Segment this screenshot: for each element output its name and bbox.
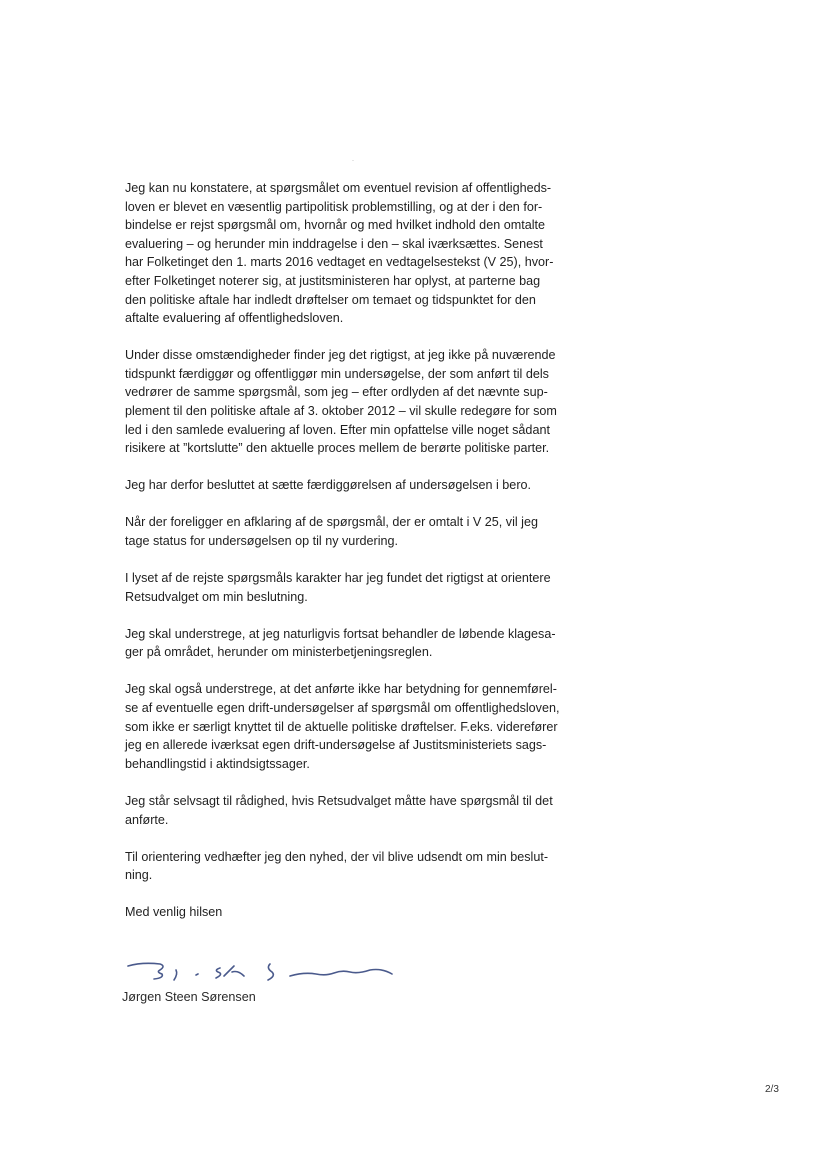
text-line: risikere at ”kortslutte” den aktuelle proces mellem de berørte politiske parter. (125, 441, 550, 456)
text-line: ger på området, herunder om ministerbetjeningsreglen. (125, 645, 433, 660)
text-line: anførte. (125, 812, 169, 827)
page-number: 2/3 (765, 1084, 779, 1095)
text-line: den politiske aftale har indledt drøftelser om temaet og tidspunktet for den (125, 292, 536, 307)
paragraph-list (125, 179, 595, 885)
paragraph (125, 625, 595, 662)
paragraph (125, 476, 595, 495)
text-line: se af eventuelle egen drift-undersøgelser af spørgsmål om offentlighedsloven, (125, 701, 560, 716)
text-line: behandlingstid i aktindsigtssager. (125, 756, 310, 771)
text-line: plement til den politiske aftale af 3. oktober 2012 – vil skulle redegøre for som (125, 404, 557, 419)
paragraph (125, 848, 595, 885)
closing-salutation: Med venlig hilsen (125, 905, 223, 920)
text-line: Jeg skal understrege, at jeg naturligvis fortsat behandler de løbende klagesa- (125, 626, 556, 641)
text-line: I lyset af de rejste spørgsmåls karakter har jeg fundet det rigtigst at orientere (125, 571, 551, 586)
signer-name: Jørgen Steen Sørensen (122, 990, 256, 1004)
text-line: efter Folketinget noterer sig, at justitsministeren har oplyst, at parterne bag (125, 273, 541, 288)
paragraph (125, 346, 595, 458)
text-line: har Folketinget den 1. marts 2016 vedtaget en vedtagelsestekst (V 25), hvor- (125, 255, 554, 270)
paragraph (125, 569, 595, 606)
text-line: bindelse er rejst spørgsmål om, hvornår og med hvilket indhold den omtalte (125, 218, 545, 233)
text-line: Til orientering vedhæfter jeg den nyhed, der vil blive udsendt om min beslut- (125, 849, 549, 864)
text-line: Jeg kan nu konstatere, at spørgsmålet om eventuel revision af offentligheds- (125, 181, 552, 195)
text-line: led i den samlede evaluering af loven. Efter min opfattelse ville noget sådant (125, 422, 550, 437)
text-line: ning. (125, 868, 153, 883)
scan-mark (352, 160, 354, 161)
text-line: tage status for undersøgelsen op til ny vurdering. (125, 534, 399, 548)
text-line: tidspunkt færdiggør og offentliggør min undersøgelse, der som anført til dels (125, 366, 549, 381)
text-line: Når der foreligger en afklaring af de spørgsmål, der er omtalt i V 25, vil jeg (125, 515, 538, 530)
text-line: evaluering – og herunder min inddragelse i den – skal iværksættes. Senest (125, 236, 543, 251)
text-line: Jeg står selvsagt til rådighed, hvis Retsudvalget måtte have spørgsmål til det (125, 793, 553, 808)
text-line: Retsudvalget om min beslutning. (125, 589, 308, 604)
text-line: vedrører de samme spørgsmål, som jeg – efter ordlyden af det nævnte sup- (125, 385, 548, 400)
letter-body (125, 179, 595, 922)
text-line: som ikke er særligt knyttet til de aktuelle politiske drøftelser. F.eks. viderefører (125, 719, 558, 734)
text-line: aftalte evaluering af offentlighedsloven. (125, 311, 344, 326)
paragraph (125, 680, 595, 773)
handwritten-signature (120, 948, 410, 992)
signature-image (120, 948, 410, 992)
text-line: jeg en allerede iværksat egen drift-undersøgelse af Justitsministeriets sags- (125, 738, 547, 753)
paragraph (125, 792, 595, 829)
text-line: Under disse omstændigheder finder jeg det rigtigst, at jeg ikke på nuværende (125, 348, 556, 363)
paragraph (125, 179, 595, 328)
text-line: Jeg har derfor besluttet at sætte færdiggørelsen af undersøgelsen i bero. (125, 478, 532, 493)
text-line: Jeg skal også understrege, at det anførte ikke har betydning for gennemførel- (125, 682, 557, 697)
text-line: loven er blevet en væsentlig partipolitisk problemstilling, og at der i den for- (125, 199, 543, 214)
paragraph (125, 513, 595, 550)
